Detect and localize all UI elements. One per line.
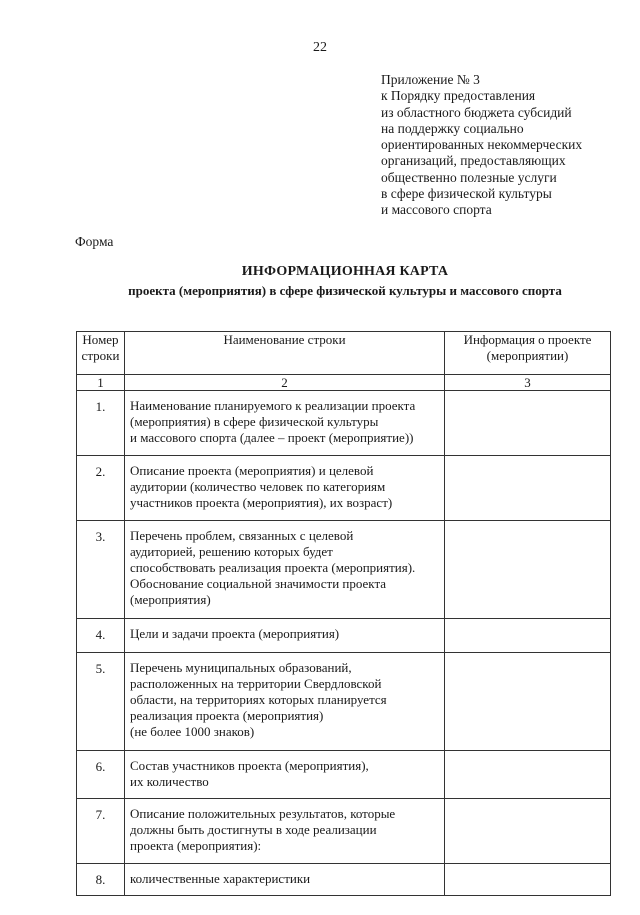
row-name: Описание проекта (мероприятия) и целевой аудитории (количество человек по категориям участников проекта (мероприятия), их возраст) xyxy=(125,456,445,521)
header-project-info: Информация о проекте (мероприятии) xyxy=(445,332,611,375)
appendix-line: на поддержку социально xyxy=(381,120,524,136)
page-number: 22 xyxy=(313,40,327,55)
row-info-cell[interactable] xyxy=(445,653,611,751)
appendix-line: Приложение № 3 xyxy=(381,72,480,87)
table-row xyxy=(77,799,611,864)
row-info-cell[interactable] xyxy=(445,799,611,864)
row-number: 3. xyxy=(77,521,125,619)
appendix-line: и массового спорта xyxy=(381,202,492,218)
row-name: Перечень проблем, связанных с целевой аудиторией, решению которых будет способствовать реализация проекта (мероприятия). Обоснование социальной значимости проекта (мероприятия) xyxy=(125,521,445,619)
header-row-name: Наименование строки xyxy=(125,332,445,375)
appendix-block xyxy=(381,72,631,219)
table-row xyxy=(77,653,611,751)
document-title: ИНФОРМАЦИОННАЯ КАРТА xyxy=(241,264,449,279)
row-number: 4. xyxy=(77,619,125,653)
row-number: 7. xyxy=(77,799,125,864)
row-name: количественные характеристики xyxy=(125,864,445,896)
appendix-line: в сфере физической культуры xyxy=(381,186,552,202)
row-info-cell[interactable] xyxy=(445,864,611,896)
column-index: 2 xyxy=(125,375,445,391)
form-label: Форма xyxy=(75,234,114,249)
row-info-cell[interactable] xyxy=(445,751,611,799)
row-name: Описание положительных результатов, которые должны быть достигнуты в ходе реализации проекта (мероприятия): xyxy=(125,799,445,864)
row-name: Наименование планируемого к реализации проекта (мероприятия) в сфере физической культуры и массового спорта (далее – проект (мероприятие)) xyxy=(125,391,445,456)
table-row xyxy=(77,456,611,521)
column-index: 3 xyxy=(445,375,611,391)
row-info-cell[interactable] xyxy=(445,456,611,521)
header-row-number: Номер строки xyxy=(77,332,125,375)
appendix-line: из областного бюджета субсидий xyxy=(381,104,572,120)
appendix-line: к Порядку предоставления xyxy=(381,88,536,104)
row-info-cell[interactable] xyxy=(445,521,611,619)
table-index-row xyxy=(77,375,611,391)
appendix-line: организаций, предоставляющих xyxy=(381,153,566,169)
row-number: 6. xyxy=(77,751,125,799)
document-subtitle: проекта (мероприятия) в сфере физической культуры и массового спорта xyxy=(128,283,562,298)
table-header-row xyxy=(77,332,611,375)
row-info-cell[interactable] xyxy=(445,391,611,456)
table-row xyxy=(77,521,611,619)
row-name: Перечень муниципальных образований, расположенных на территории Свердловской области, на территориях которых планируется реализация проекта (мероприятия) (не более 1000 знаков) xyxy=(125,653,445,751)
table-row xyxy=(77,391,611,456)
row-name: Состав участников проекта (мероприятия), их количество xyxy=(125,751,445,799)
column-index: 1 xyxy=(77,375,125,391)
table-row xyxy=(77,619,611,653)
appendix-line: ориентированных некоммерческих xyxy=(381,137,583,153)
row-number: 8. xyxy=(77,864,125,896)
row-name: Цели и задачи проекта (мероприятия) xyxy=(125,619,445,653)
row-number: 5. xyxy=(77,653,125,751)
table-row xyxy=(77,751,611,799)
info-card-table xyxy=(76,331,611,896)
appendix-line: общественно полезные услуги xyxy=(381,169,557,185)
row-number: 2. xyxy=(77,456,125,521)
row-number: 1. xyxy=(77,391,125,456)
row-info-cell[interactable] xyxy=(445,619,611,653)
table-row xyxy=(77,864,611,896)
